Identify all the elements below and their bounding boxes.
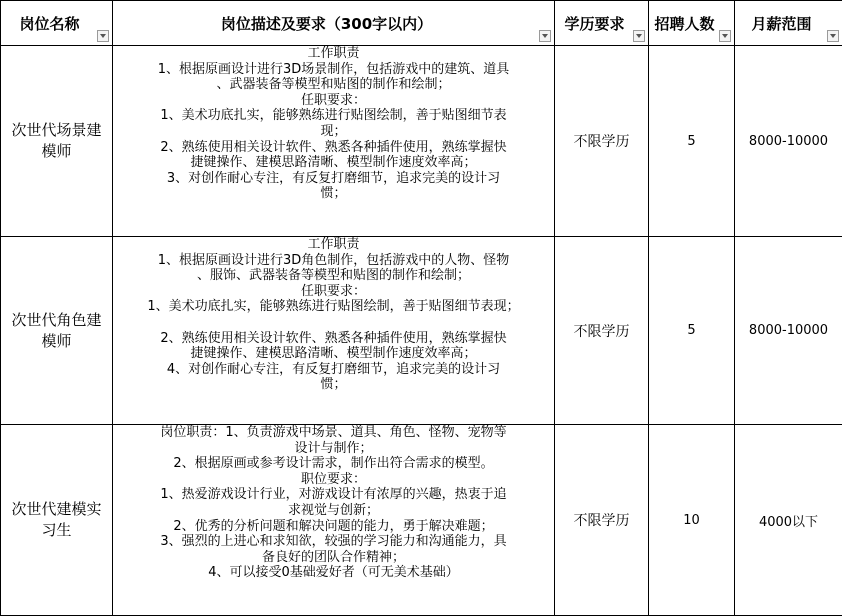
desc-line: 1、热爱游戏设计行业，对游戏设计有浓厚的兴趣，热衷于追 xyxy=(160,487,507,503)
job-desc-cell[interactable] xyxy=(113,46,555,237)
desc-line: 、武器装备等模型和贴图的制作和绘制； xyxy=(216,77,451,93)
header-edu-label: 学历要求 xyxy=(564,14,625,33)
table-row xyxy=(1,237,842,425)
desc-line: 1、根据原画设计进行3D角色制作，包括游戏中的人物、怪物 xyxy=(157,252,510,268)
job-name-cell[interactable]: 次世代角色建模师 xyxy=(1,237,113,425)
desc-line xyxy=(119,315,548,331)
count-cell[interactable]: 10 xyxy=(649,425,735,616)
header-row xyxy=(1,1,842,46)
job-name-cell[interactable]: 次世代建模实习生 xyxy=(1,425,113,616)
header-edu xyxy=(555,1,649,46)
header-desc-label: 岗位描述及要求（300字以内） xyxy=(220,14,433,33)
salary-cell[interactable]: 8000-10000 xyxy=(735,46,842,237)
desc-line: 3、对创作耐心专注，有反复打磨细节，追求完美的设计习 xyxy=(166,170,501,186)
filter-dropdown-icon[interactable] xyxy=(539,30,551,42)
salary-cell[interactable]: 8000-10000 xyxy=(735,237,842,425)
header-salary-label: 月薪范围 xyxy=(751,14,812,33)
filter-dropdown-icon[interactable] xyxy=(97,30,109,42)
desc-line: 任职要求： xyxy=(300,283,366,299)
desc-line: 2、根据原画或参考设计需求，制作出符合需求的模型。 xyxy=(173,456,494,472)
header-salary xyxy=(735,1,842,46)
filter-dropdown-icon[interactable] xyxy=(633,30,645,42)
desc-line: 3、强烈的上进心和求知欲，较强的学习能力和沟通能力，具 xyxy=(160,534,507,550)
desc-line: 工作职责 xyxy=(307,46,360,61)
job-desc-cell[interactable] xyxy=(113,425,555,616)
desc-line: 惯； xyxy=(320,377,347,393)
count-cell[interactable]: 5 xyxy=(649,46,735,237)
table-row xyxy=(1,46,842,237)
salary-cell[interactable]: 4000以下 xyxy=(735,425,842,616)
job-desc-cell[interactable] xyxy=(113,237,555,425)
desc-line: 4、可以接受0基础爱好者（可无美术基础） xyxy=(208,565,459,581)
job-name-cell[interactable]: 次世代场景建模师 xyxy=(1,46,113,237)
desc-line: 1、美术功底扎实，能够熟练进行贴图绘制，善于贴图细节表现； xyxy=(147,299,520,315)
header-name-label: 岗位名称 xyxy=(19,14,80,33)
edu-cell[interactable]: 不限学历 xyxy=(555,425,649,616)
desc-line: 惯； xyxy=(320,186,347,202)
desc-line: 、服饰、武器装备等模型和贴图的制作和绘制； xyxy=(196,268,470,284)
desc-line: 1、根据原画设计进行3D场景制作，包括游戏中的建筑、道具 xyxy=(157,61,510,77)
desc-line: 设计与制作； xyxy=(294,440,373,456)
filter-dropdown-icon[interactable] xyxy=(827,30,839,42)
desc-line: 备良好的团队合作精神； xyxy=(261,549,405,565)
desc-line: 任职要求： xyxy=(300,92,366,108)
header-count xyxy=(649,1,735,46)
header-name xyxy=(1,1,113,46)
desc-line: 2、熟练使用相关设计软件、熟悉各种插件使用，熟练掌握快 xyxy=(160,139,507,155)
desc-line: 现； xyxy=(320,123,347,139)
count-cell[interactable]: 5 xyxy=(649,237,735,425)
desc-line: 求视觉与创新； xyxy=(287,502,379,518)
desc-line: 1、美术功底扎实，能够熟练进行贴图绘制，善于贴图细节表 xyxy=(160,108,507,124)
desc-line: 职位要求： xyxy=(300,471,366,487)
filter-dropdown-icon[interactable] xyxy=(719,30,731,42)
edu-cell[interactable]: 不限学历 xyxy=(555,237,649,425)
desc-line: 岗位职责：1、负责游戏中场景、道具、角色、怪物、宠物等 xyxy=(160,425,507,440)
desc-line: 2、熟练使用相关设计软件、熟悉各种插件使用，熟练掌握快 xyxy=(160,330,507,346)
desc-line: 4、对创作耐心专注，有反复打磨细节，追求完美的设计习 xyxy=(166,361,501,377)
desc-line: 2、优秀的分析问题和解决问题的能力，勇于解决难题； xyxy=(173,518,494,534)
header-count-label: 招聘人数 xyxy=(654,14,715,33)
desc-line: 捷键操作、建模思路清晰、模型制作速度效率高； xyxy=(190,346,477,362)
desc-line: 捷键操作、建模思路清晰、模型制作速度效率高； xyxy=(190,155,477,171)
table-row xyxy=(1,425,842,616)
header-desc xyxy=(113,1,555,46)
edu-cell[interactable]: 不限学历 xyxy=(555,46,649,237)
desc-line: 工作职责 xyxy=(307,237,360,252)
